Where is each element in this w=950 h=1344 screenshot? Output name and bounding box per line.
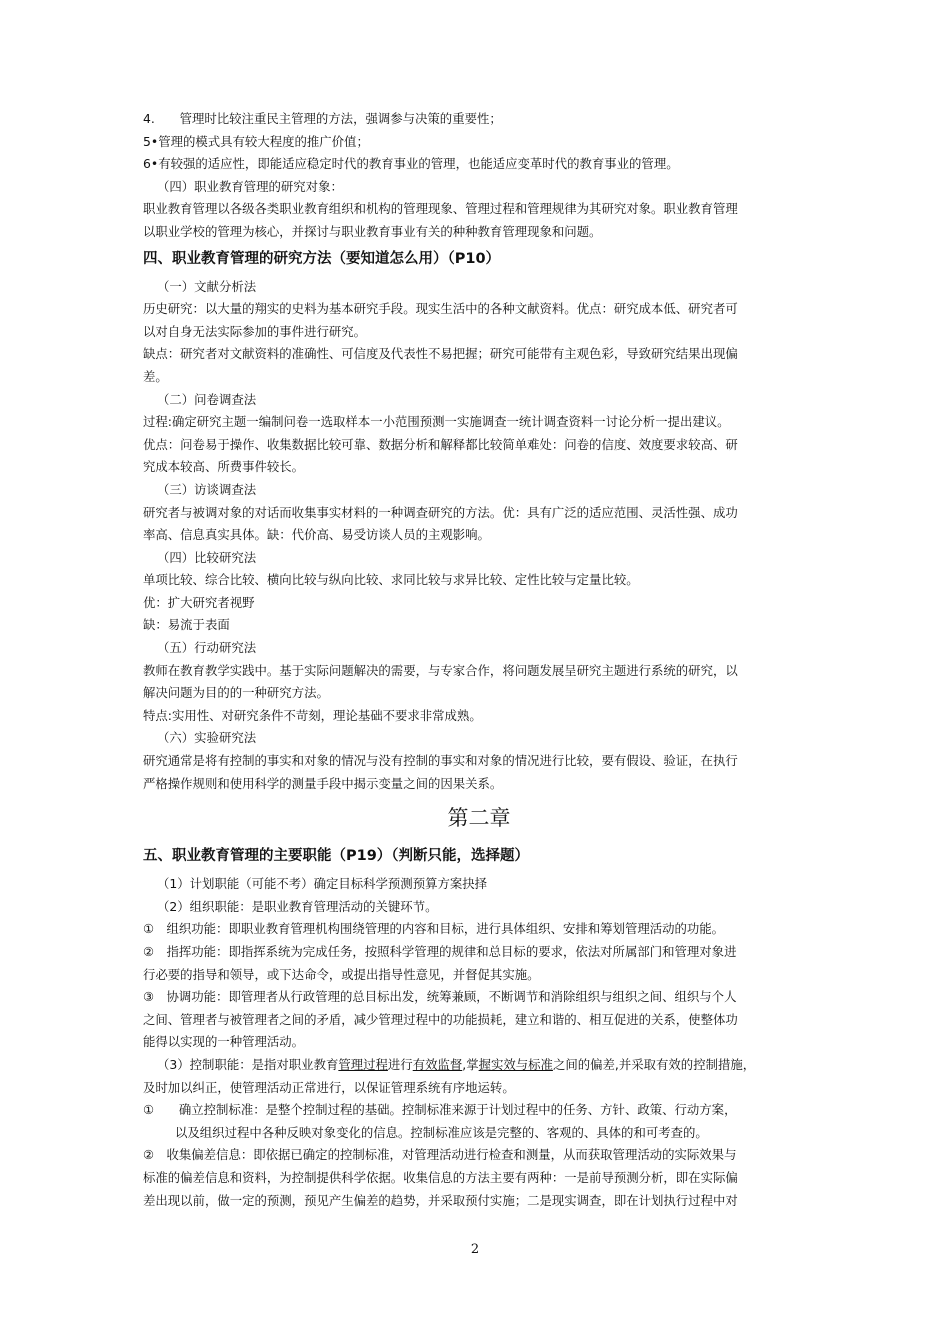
text-line: 以及组织过程中各种反映对象变化的信息。控制标准应该是完整的、客观的、具体的和可考查的。: [175, 1124, 708, 1140]
section-heading: 四、职业教育管理的研究方法（要知道怎么用）（P10）: [143, 250, 501, 267]
text-line: 单项比较、综合比较、横向比较与纵向比较、求同比较与求异比较、定性比较与定量比较。: [143, 572, 639, 588]
text-run: 之间的偏差,并采取有效的控制措施，: [552, 1056, 756, 1072]
underlined-text: 有效监督: [412, 1056, 463, 1072]
text-line: 标准的偏差信息和资料，为控制提供科学依据。收集信息的方法主要有两种：一是前导预测分析，即在实际偏: [143, 1169, 738, 1185]
text-line: ③ 协调功能：即管理者从行政管理的总目标出发，统筹兼顾，不断调节和消除组织与组织之间、组织与个人: [143, 989, 737, 1005]
underlined-text: 管理过程: [338, 1056, 388, 1072]
subheading: （二）问卷调查法: [157, 391, 257, 407]
text-line: 研究者与被调对象的对话而收集事实材料的一种调查研究的方法。优：具有广泛的适应范围、灵活性强、成功: [143, 504, 738, 520]
text-line: 以职业学校的管理为核心，并探讨与职业教育事业有关的种种教育管理现象和问题。: [143, 223, 602, 239]
text-line: 差。: [143, 368, 168, 384]
text-line: 及时加以纠正，使管理活动正常进行，以保证管理系统有序地运转。: [143, 1079, 515, 1095]
text-line: 究成本较高、所费事件较长。: [143, 459, 305, 475]
text-line: ② 收集偏差信息：即依据已确定的控制标准，对管理活动进行检查和测量，从而获取管理活动的实际效果与: [143, 1147, 737, 1163]
text-line: 优点：问卷易于操作、收集数据比较可靠、数据分析和解释都比较简单难处：问卷的信度、效度要求较高、研: [143, 436, 738, 452]
document-body: [143, 108, 815, 1212]
text-line: 6•有较强的适应性，即能适应稳定时代的教育事业的管理，也能适应变革时代的教育事业的管理。: [143, 156, 679, 172]
text-line: 职业教育管理以各级各类职业教育组织和机构的管理现象、管理过程和管理规律为其研究对象。职业教育管理: [143, 201, 738, 217]
text-line: （1）计划职能（可能不考）确定目标科学预测预算方案抉择: [157, 876, 488, 892]
text-line: ② 指挥功能：即指挥系统为完成任务，按照科学管理的规律和总目标的要求，依法对所属部门和管理对象进: [143, 944, 737, 959]
text-line: 4. 管理时比较注重民主管理的方法，强调参与决策的重要性；: [143, 111, 502, 126]
text-line: 教师在教育教学实践中。基于实际问题解决的需要，与专家合作，将问题发展呈研究主题进行系统的研究，以: [143, 662, 738, 678]
page-number: 2: [470, 1242, 480, 1257]
underlined-text: 握实效与标准: [478, 1056, 553, 1072]
text-line: [143, 1054, 815, 1077]
text-line: 差出现以前，做一定的预测，预见产生偏差的趋势，并采取预付实施；二是现实调查，即在计划执行过程中对: [143, 1192, 738, 1208]
text-line: 特点:实用性、对研究条件不苛刻，理论基础不要求非常成熟。: [143, 707, 482, 723]
subheading: （一）文献分析法: [157, 278, 257, 294]
section-heading: 五、职业教育管理的主要职能（P19）（判断只能，选择题）: [143, 848, 530, 865]
text-line: 5•管理的模式具有较大程度的推广价值；: [143, 133, 369, 149]
text-line: 缺：易流于表面: [143, 617, 230, 633]
text-line: 行必要的指导和领导，或下达命令，或提出指导性意见，并督促其实施。: [143, 966, 540, 982]
text-line: ① 组织功能：即职业教育管理机构围绕管理的内容和目标，进行具体组织、安排和筹划管理活动的功能。: [143, 921, 725, 937]
text-line: 过程:确定研究主题一编制问卷一选取样本一小范围预测一实施调查一统计调查资料一讨论分析一提出建议。: [143, 414, 730, 430]
subheading: （五）行动研究法: [157, 640, 257, 656]
subheading: （四）比较研究法: [157, 549, 257, 565]
text-line: 解决问题为目的的一种研究方法。: [143, 685, 329, 701]
subheading: （四）职业教育管理的研究对象：: [157, 178, 343, 194]
text-run: ,掌: [462, 1056, 479, 1072]
text-line: 缺点：研究者对文献资料的准确性、可信度及代表性不易把握；研究可能带有主观色彩，导致研究结果出现偏: [143, 346, 738, 362]
subheading: （三）访谈调查法: [157, 481, 257, 497]
text-run: （3）控制职能：是指对职业教育: [157, 1056, 339, 1072]
text-line: 以对自身无法实际参加的事件进行研究。: [143, 323, 367, 339]
text-line: 历史研究：以大量的翔实的史料为基本研究手段。现实生活中的各种文献资料。优点：研究成本低、研究者可: [143, 301, 738, 317]
text-line: （2）组织职能：是职业教育管理活动的关键环节。: [157, 898, 438, 914]
text-line: 研究通常是将有控制的事实和对象的情况与没有控制的事实和对象的情况进行比较，要有假设、验证，在执行: [143, 753, 738, 769]
chapter-title: 第二章: [447, 806, 511, 831]
text-run: 进行: [387, 1056, 413, 1072]
text-line: 严格操作规则和使用科学的测量手段中揭示变量之间的因果关系。: [143, 775, 503, 791]
text-line: 优：扩大研究者视野: [143, 594, 255, 610]
text-line: 之间、管理者与被管理者之间的矛盾，减少管理过程中的功能损耗，建立和谐的、相互促进的关系，使整体功: [143, 1011, 738, 1027]
text-line: 能得以实现的一种管理活动。: [143, 1034, 305, 1050]
text-line: 率高、信息真实具体。缺：代价高、易受访谈人员的主观影响。: [143, 527, 490, 543]
subheading: （六）实验研究法: [157, 730, 257, 746]
text-line: ① 确立控制标准：是整个控制过程的基础。控制标准来源于计划过程中的任务、方针、政策、行动方案，: [143, 1102, 737, 1118]
